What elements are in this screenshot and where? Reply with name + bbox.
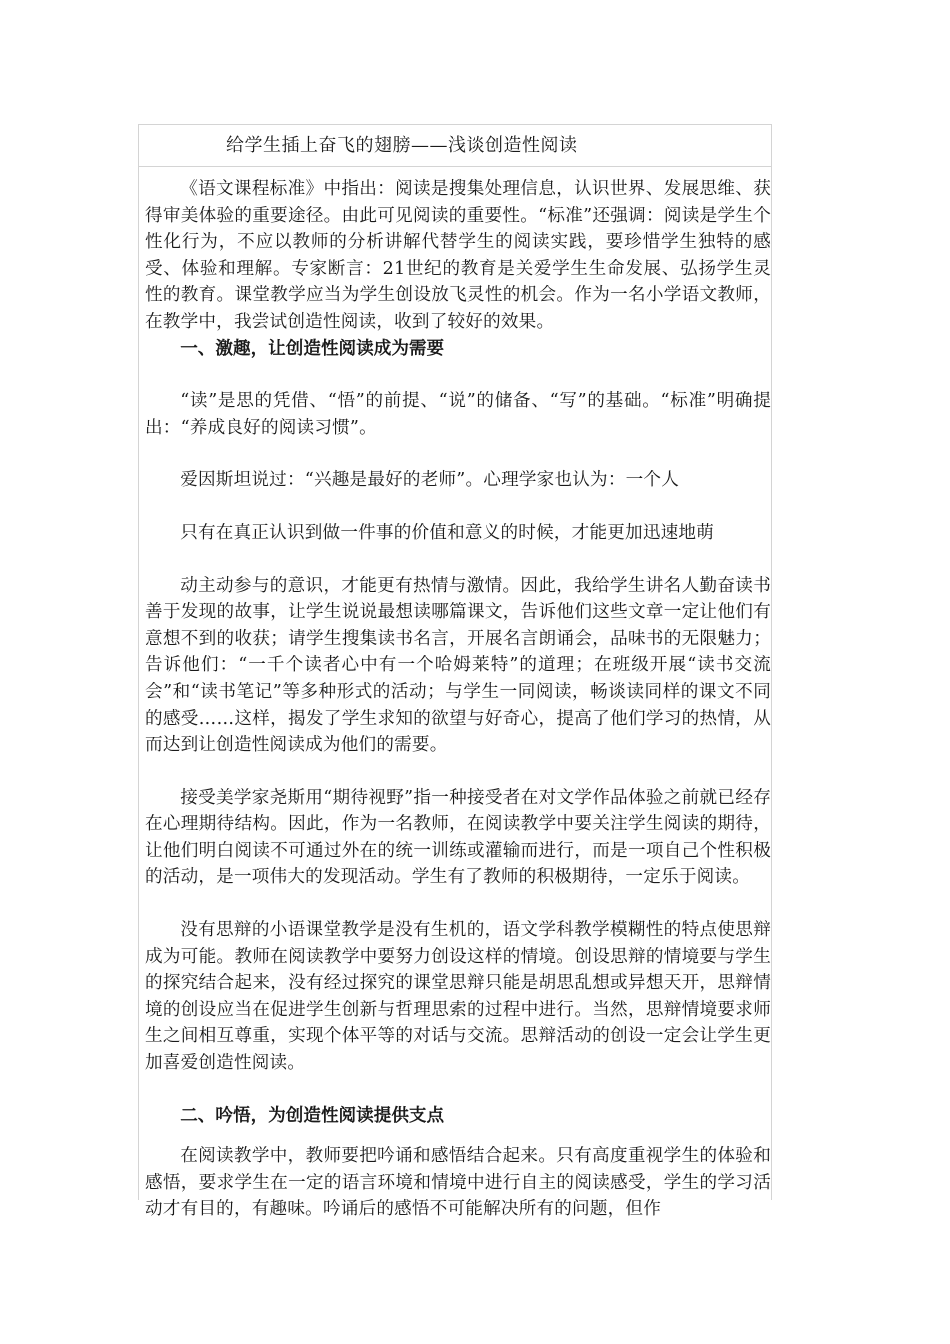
- section-heading-2: 二、吟悟，为创造性阅读提供支点: [180, 1105, 445, 1126]
- paragraph-critical-thinking: 没有思辩的小语课堂教学是没有生机的，语文学科教学模糊性的特点使思辩成为可能。教师在阅读教学中要努力创设这样的情境。创设思辩的情境要与学生的探究结合起来，没有经过探究的课堂思辩只能是胡思乱想或异想天开，思辩情境的创设应当在促进学生创新与哲理思索的过程中进行。当然，思辩情境要求师生之间相互尊重，实现个体平等的对话与交流。思辩活动的创设一定会让学生更加喜爱创造性阅读。: [145, 920, 771, 1074]
- document-title: 给学生插上奋飞的翅膀——浅谈创造性阅读: [226, 135, 578, 156]
- title-cell: [139, 125, 771, 167]
- paragraph-expectation-horizon: 接受美学家尧斯用“期待视野”指一种接受者在对文学作品体验之前就已经存在心理期待结构。因此，作为一名教师，在阅读教学中要关注学生阅读的期待，让他们明白阅读不可通过外在的统一训练或灌输而进行，而是一项自己个性积极的活动，是一项伟大的发现活动。学生有了教师的积极期待，一定乐于阅读。: [145, 787, 771, 888]
- paragraph-active-participation: 动主动参与的意识，才能更有热情与激情。因此，我给学生讲名人勤奋读书善于发现的故事，让学生说说最想读哪篇课文，告诉他们这些文章一定让他们有意想不到的收获；请学生搜集读书名言，开展名言朗诵会，品味书的无限魅力；告诉他们：“一千个读者心中有一个哈姆莱特”的道理；在班级开展“读书交流会”和“读书笔记”等多种形式的活动；与学生一同阅读，畅谈读同样的课文不同的感受……这样，揭发了学生求知的欲望与好奇心，提高了他们学习的热情，从而达到让创造性阅读成为他们的需要。: [145, 575, 771, 756]
- paragraph-reading-basis: “读”是思的凭借、“悟”的前提、“说”的储备、“写”的基础。“标准”明确提出：“养成良好的阅读习惯”。: [145, 391, 771, 438]
- section-heading-1: 一、激趣，让创造性阅读成为需要: [180, 338, 445, 359]
- intro-paragraph: 《语文课程标准》中指出：阅读是搜集处理信息，认识世界、发展思维、获得审美体验的重要途径。由此可见阅读的重要性。“标准”还强调：阅读是学生个性化行为，不应以教师的分析讲解代替学生的阅读实践，要珍惜学生独特的感受、体验和理解。专家断言：21世纪的教育是关爱学生生命发展、弘扬学生灵性的教育。课堂教学应当为学生创设放飞灵性的机会。作为一名小学语文教师，在教学中，我尝试创造性阅读，收到了较好的效果。: [145, 179, 771, 332]
- document-body: [145, 176, 771, 1223]
- document-table-frame: [138, 124, 772, 1220]
- paragraph-einstein: 爱因斯坦说过：“兴趣是最好的老师”。心理学家也认为：一个人: [180, 470, 680, 491]
- paragraph-recitation: 在阅读教学中，教师要把吟诵和感悟结合起来。只有高度重视学生的体验和感悟，要求学生在一定的语言环境和情境中进行自主的阅读感受，学生的学习活动才有目的，有趣味。吟诵后的感悟不可能解决所有的问题，但作: [145, 1146, 771, 1220]
- paragraph-value-meaning: 只有在真正认识到做一件事的价值和意义的时候，才能更加迅速地萌: [180, 522, 715, 543]
